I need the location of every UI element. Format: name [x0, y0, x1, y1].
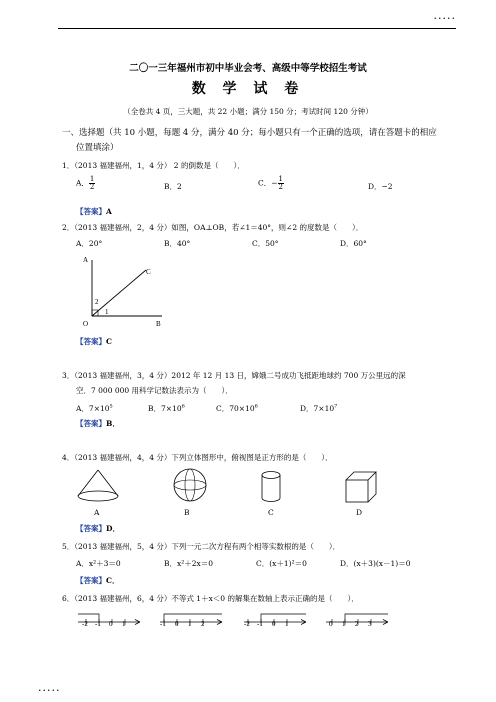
- q3-option-d: D．$7\times 10^7$: [300, 403, 338, 413]
- q4-cylinder-figure: [260, 470, 282, 504]
- q6-number-line-d: [326, 610, 392, 634]
- q4-label-d: D: [356, 508, 363, 517]
- q4-sphere-figure: [172, 466, 208, 504]
- q5-stem: 5．（2013 福建福州，5，4 分）下列一元二次方程有两个相等实数根的是（ ）．: [62, 542, 341, 551]
- tick-label: 1: [342, 620, 346, 628]
- q5-option-b: B．x²＋2x＝0: [164, 559, 214, 568]
- tick-label: 3: [368, 620, 372, 628]
- q3-option-b: B．$7\times 10^6$: [148, 403, 185, 413]
- footer-dots: ·····: [38, 684, 61, 697]
- header-dots: ·····: [433, 12, 456, 25]
- q4-answer: 【答案】D．: [76, 524, 121, 533]
- q5-answer: 【答案】C．: [76, 576, 120, 585]
- q2-answer: 【答案】C: [76, 337, 112, 346]
- q4-label-c: C: [268, 508, 274, 517]
- q5-option-a: A．x²＋3＝0: [76, 559, 121, 568]
- q4-label-a: A: [94, 508, 100, 517]
- tick-label: -1: [160, 620, 166, 628]
- angle-2-label: 2: [95, 298, 99, 306]
- angle-1-label: 1: [105, 308, 109, 316]
- q1-option-b: B．2: [164, 182, 182, 191]
- tick-label: -2: [244, 620, 250, 628]
- subject-title: 数 学 试 卷: [191, 81, 305, 97]
- q1-option-c: C．− $\frac{1}{2}$: [258, 175, 283, 191]
- tick-label: 0: [175, 620, 179, 628]
- tick-label: 0: [272, 620, 276, 628]
- q1-option-d: D．−2: [368, 182, 393, 191]
- tick-label: -1: [257, 620, 263, 628]
- q4-cone-figure: [76, 468, 120, 504]
- q4-stem: 4．（2013 福建福州，4，4 分）下列立体图形中，俯视图是正方形的是（ ）．: [62, 453, 333, 462]
- header-rule: [58, 28, 456, 29]
- point-a-label: A: [83, 256, 89, 264]
- tick-label: 0: [329, 620, 333, 628]
- q6-number-line-b: [160, 610, 226, 634]
- q2-option-d: D．60°: [340, 239, 367, 248]
- q6-number-line-a: [78, 610, 144, 634]
- tick-label: 1: [188, 620, 192, 628]
- q2-stem: 2．（2013 福建福州，2，4 分）如图，OA⊥OB，若∠1＝40°，则∠2 的度数是（ ）．: [62, 223, 364, 232]
- q4-cube-figure: [344, 470, 378, 504]
- q6-number-line-c: [244, 610, 310, 634]
- tick-label: 1: [285, 620, 289, 628]
- q2-option-c: C．50°: [252, 239, 279, 248]
- point-o-label: O: [83, 320, 89, 328]
- q1-option-a: A． $\frac{1}{2}$: [76, 175, 95, 191]
- tick-label: -2: [82, 620, 88, 628]
- point-c-label: C: [146, 268, 151, 276]
- tick-label: 2: [201, 620, 205, 628]
- exam-title: 二〇一三年福州市初中毕业会考、高级中等学校招生考试: [129, 63, 367, 74]
- q2-angle-figure: [78, 254, 168, 332]
- q4-label-b: B: [184, 508, 190, 517]
- q1-stem: 1．（2013 福建福州，1，4 分） 2 的倒数是（ ）．: [62, 161, 245, 170]
- exam-note: （全卷共 4 页，三大题，共 22 小题；满分 150 分；考试时间 120 分钟）: [123, 107, 373, 116]
- q3-stem-line2: 空．7 000 000 用科学记数法表示为（ ）．: [76, 386, 233, 395]
- ray-oc: [92, 270, 146, 316]
- q1-answer: 【答案】A: [76, 207, 112, 216]
- q2-option-b: B．40°: [164, 239, 191, 248]
- q2-option-a: A．20°: [76, 239, 103, 248]
- q6-stem: 6．（2013 福建福州，6，4 分）不等式 1＋x＜0 的解集在数轴上表示正确的是（ ）．: [62, 594, 359, 603]
- tick-label: -1: [95, 620, 101, 628]
- q3-option-c: C．$70\times 10^6$: [216, 403, 258, 413]
- tick-label: 0: [109, 620, 113, 628]
- q3-stem-line1: 3．（2013 福建福州，3，4 分）2012 年 12 月 13 日，嫦娥二号成功飞抵距地球约 700 万公里远的深: [62, 371, 406, 380]
- section1-heading-cont: 位置填涂）: [76, 143, 119, 153]
- q3-answer: 【答案】B．: [76, 419, 120, 428]
- section1-heading: 一、选择题（共 10 小题，每题 4 分，满分 40 分；每小题只有一个正确的选项，请在答题卡的相应: [62, 128, 437, 138]
- q5-option-c: C．(x＋1)²＝0: [256, 559, 307, 568]
- tick-label: 1: [122, 620, 126, 628]
- q5-option-d: D．(x＋3)(x－1)＝0: [340, 559, 411, 568]
- q3-option-a: A．$7\times 10^5$: [76, 403, 113, 413]
- point-b-label: B: [156, 320, 161, 328]
- tick-label: 2: [355, 620, 359, 628]
